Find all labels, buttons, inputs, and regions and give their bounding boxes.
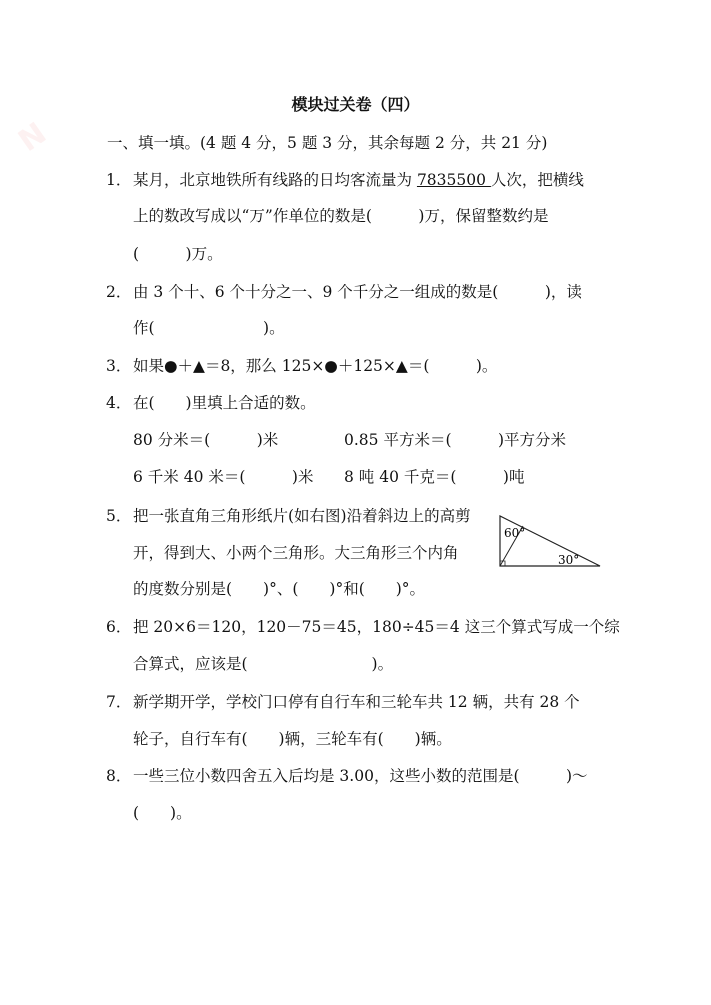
question-6-line-2: 合算式，应该是( )。 xyxy=(133,655,394,673)
question-3-line-1: 如果●＋▲＝8，那么 125×●＋125×▲＝( )。 xyxy=(133,357,498,375)
question-5-line-1: 把一张直角三角形纸片(如右图)沿着斜边上的高剪 xyxy=(133,507,471,525)
question-8-line-1: 一些三位小数四舍五入后均是 3.00，这些小数的范围是( )～ xyxy=(133,767,588,785)
question-7-line-1: 新学期开学，学校门口停有自行车和三轮车共 12 辆，共有 28 个 xyxy=(133,693,580,711)
question-7-number: 7． xyxy=(106,693,132,711)
watermark: N xyxy=(12,115,53,160)
question-number: 1． xyxy=(106,171,132,189)
question-4-item-d: 8 吨 40 千克＝( )吨 xyxy=(344,468,525,486)
question-4-number: 4． xyxy=(106,394,132,412)
triangle-outline xyxy=(500,516,600,566)
question-6-line-1: 把 20×6＝120，120－75＝45，180÷45＝4 这三个算式写成一个综 xyxy=(133,618,620,636)
section-heading: 一、填一填。(4 题 4 分，5 题 3 分，其余每题 2 分，共 21 分) xyxy=(107,134,548,152)
question-1-line-3: ( )万。 xyxy=(133,245,223,263)
question-5-line-2: 开，得到大、小两个三角形。大三角形三个内角 xyxy=(133,544,459,562)
question-8-number: 8． xyxy=(106,767,132,785)
question-text: 人次，把横线 xyxy=(490,171,584,189)
page-title: 模块过关卷（四） xyxy=(291,95,420,114)
question-1-line-1 xyxy=(106,170,584,190)
angle-label-60: 60° xyxy=(504,526,526,540)
question-2-line-2: 作( )。 xyxy=(133,319,285,337)
question-7-line-2: 轮子，自行车有( )辆，三轮车有( )辆。 xyxy=(133,730,452,748)
question-2-number: 2． xyxy=(106,283,132,301)
question-5-number: 5． xyxy=(106,507,132,525)
question-4-item-b: 0.85 平方米＝( )平方分米 xyxy=(344,431,567,449)
question-2-line-1: 由 3 个十、6 个十分之一、9 个千分之一组成的数是( )，读 xyxy=(133,283,582,301)
question-4-line-1: 在( )里填上合适的数。 xyxy=(133,394,316,412)
question-1-line-2: 上的数改写成以“万”作单位的数是( )万，保留整数约是 xyxy=(133,207,549,225)
question-5-line-3: 的度数分别是( )°、( )°和( )°。 xyxy=(133,580,426,598)
question-8-line-2: ( )。 xyxy=(133,804,192,822)
underlined-number: 7835500 xyxy=(416,171,491,189)
question-6-number: 6． xyxy=(106,618,132,636)
angle-label-30: 30° xyxy=(558,553,580,567)
question-text: 某月，北京地铁所有线路的日均客流量为 xyxy=(133,171,417,189)
question-4-item-a: 80 分米＝( )米 xyxy=(133,431,279,449)
right-triangle-figure xyxy=(496,512,604,570)
question-3-number: 3． xyxy=(106,357,132,375)
question-4-item-c: 6 千米 40 米＝( )米 xyxy=(133,468,314,486)
